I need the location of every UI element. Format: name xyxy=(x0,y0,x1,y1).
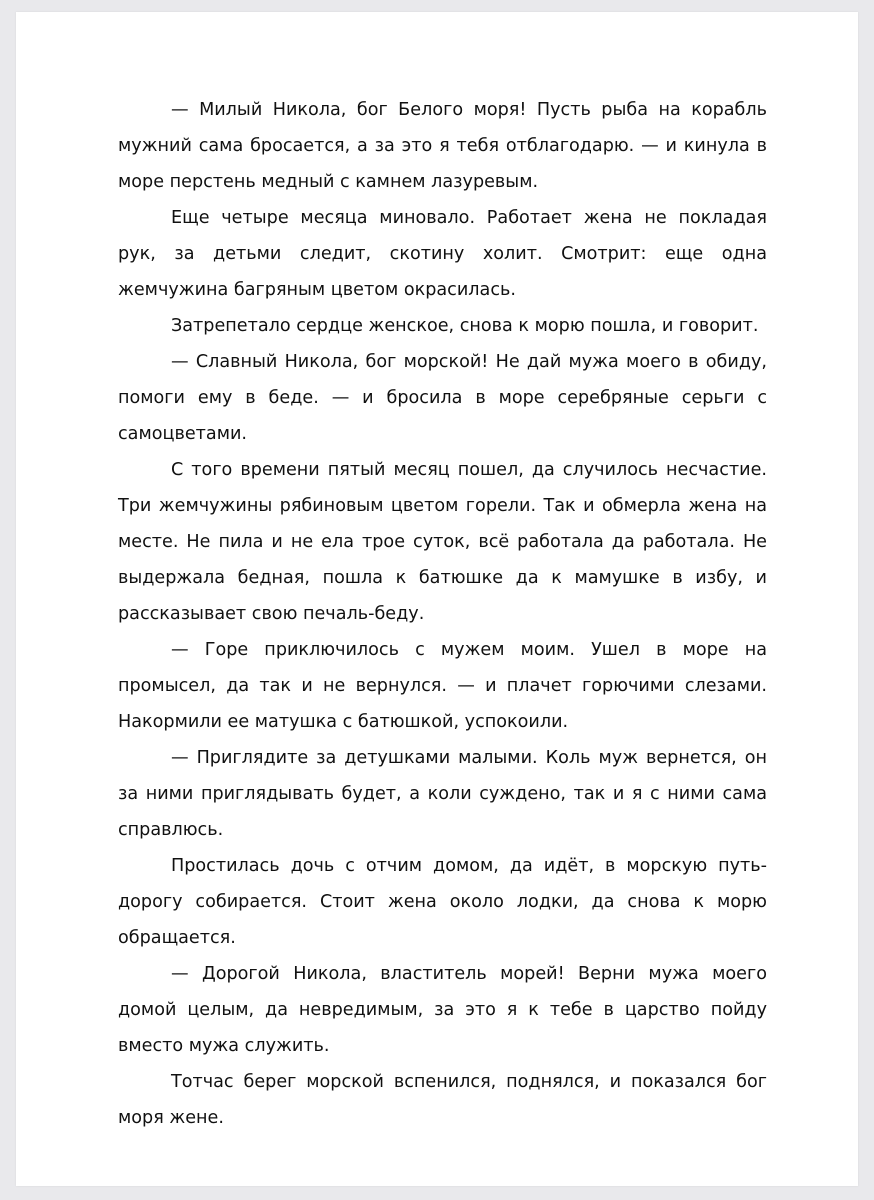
page-text xyxy=(118,92,767,1136)
paragraph: Еще четыре месяца миновало. Работает жена не покладая рук, за детьми следит, скотину холит. Смотрит: еще одна жемчужина багряным цветом окрасилась. xyxy=(118,208,767,300)
paragraph: — Славный Никола, бог морской! Не дай мужа моего в обиду, помоги ему в беде. — и бросила в море серебряные серьги с самоцветами. xyxy=(118,352,767,444)
paragraph: Затрепетало сердце женское, снова к морю пошла, и говорит. xyxy=(171,316,759,336)
paragraph: — Дорогой Никола, властитель морей! Верни мужа моего домой целым, да невредимым, за это я к тебе в царство пойду вместо мужа служить. xyxy=(118,964,767,1056)
paragraph: Тотчас берег морской вспенился, поднялся, и показался бог моря жене. xyxy=(118,1072,767,1128)
paragraph: — Милый Никола, бог Белого моря! Пусть рыба на корабль мужний сама бросается, а за это я тебя отблагодарю. — и кинула в море перстень медный с камнем лазуревым. xyxy=(118,100,767,192)
paragraph: — Горе приключилось с мужем моим. Ушел в море на промысел, да так и не вернулся. — и плачет горючими слезами. Накормили ее матушка с батюшкой, успокоили. xyxy=(118,640,767,732)
paragraph: Простилась дочь с отчим домом, да идёт, в морскую путь-дорогу собирается. Стоит жена около лодки, да снова к морю обращается. xyxy=(118,856,767,948)
paragraph: С того времени пятый месяц пошел, да случилось несчастие. Три жемчужины рябиновым цветом горели. Так и обмерла жена на месте. Не пила и не ела трое суток, всё работала да работала. Не выдержала бедная, пошла к батюшке да к мамушке в избу, и рассказывает свою печаль-беду. xyxy=(118,460,767,624)
paragraph: — Приглядите за детушками малыми. Коль муж вернется, он за ними приглядывать будет, а коли суждено, так и я с ними сама справлюсь. xyxy=(118,748,767,840)
document-page xyxy=(16,12,858,1186)
